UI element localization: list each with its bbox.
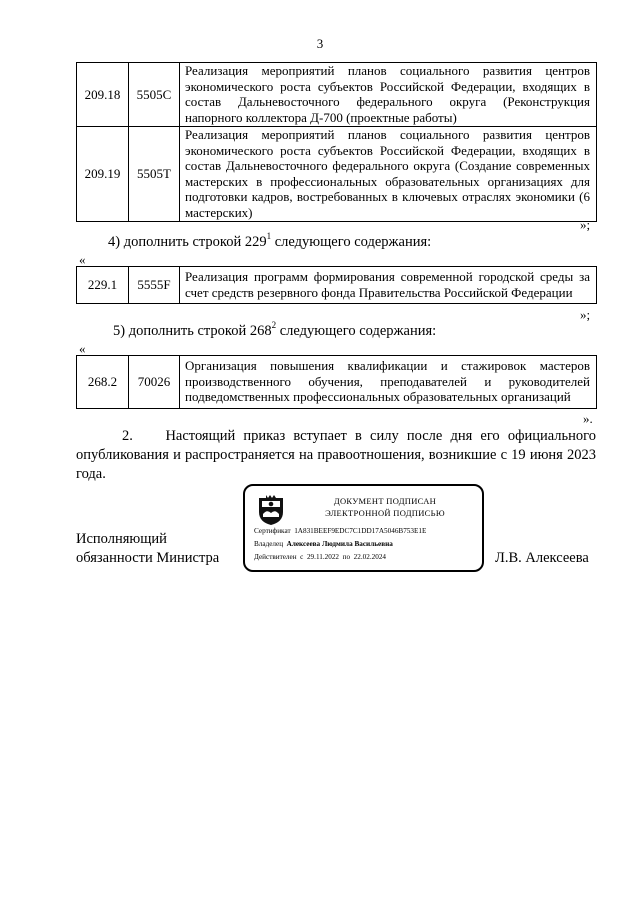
item-5-suffix: следующего содержания:	[276, 323, 437, 339]
signatory-line-2: обязанности Министра	[76, 550, 220, 566]
valid-from-label: с	[300, 553, 304, 561]
row-number: 229.1	[77, 267, 129, 304]
table-row-268	[76, 355, 597, 409]
row-code: 70026	[129, 356, 180, 409]
owner-label: Владелец	[254, 540, 284, 548]
row-text: Реализация мероприятий планов социального развития центров экономического роста субъектов Российской Федерации, входящих в состав Дальневосточного федерального округа (Создание современных мастерских в профессиональных образовательных организациях для подготовки кадров, востребованных в ключевых отраслях экономики (6 мастерских)	[180, 127, 597, 222]
valid-from: 29.11.2022	[306, 553, 340, 561]
row-text: Организация повышения квалификации и стажировок мастеров производственного обучения, преподавателей и руководителей подведомственных профессиональных образовательных организаций	[180, 356, 597, 409]
table-row-229	[76, 266, 597, 304]
closing-quote: ».	[583, 411, 593, 426]
paragraph-2-number: 2.	[122, 428, 133, 444]
table-rows-209	[76, 62, 597, 222]
item-4-suffix: следующего содержания:	[271, 234, 432, 250]
row-number: 268.2	[77, 356, 129, 409]
paragraph-2-text: Настоящий приказ вступает в силу после дня его официального опубликования и распространяется на правоотношения, возникшие с 19 июня 2023 года.	[76, 428, 597, 482]
item-5-sup: 2	[271, 320, 277, 331]
stamp-certificate	[254, 527, 426, 536]
opening-quote: «	[79, 341, 86, 356]
row-code: 5505C	[129, 63, 180, 127]
valid-to-label: по	[342, 553, 351, 561]
row-text: Реализация программ формирования современной городской среды за счет средств резервного фонда Правительства Российской Федерации	[180, 267, 597, 304]
row-code: 5505T	[129, 127, 180, 222]
row-number: 209.18	[77, 63, 129, 127]
owner-value: Алексеева Людмила Васильевна	[286, 540, 393, 548]
item-4-prefix: 4) дополнить строкой 229	[108, 234, 267, 250]
certificate-value: 1A831BEEF9EDC7C1DD17A5046B753E1E	[294, 527, 427, 535]
row-code: 5555F	[129, 267, 180, 304]
opening-quote: «	[79, 252, 86, 267]
paragraph-2	[76, 427, 596, 484]
table-row	[77, 63, 597, 127]
signatory-name: Л.В. Алексеева	[495, 550, 589, 566]
item-4-text	[108, 233, 431, 252]
table-row	[77, 267, 597, 304]
stamp-title	[295, 495, 475, 519]
certificate-label: Сертификат	[254, 527, 291, 535]
coat-of-arms-icon	[256, 494, 286, 526]
item-5-text	[113, 322, 436, 341]
row-text: Реализация мероприятий планов социального развития центров экономического роста субъектов Российской Федерации, входящих в состав Дальневосточного федерального округа (Реконструкция напорного коллектора Д-700 (проектные работы)	[180, 63, 597, 127]
valid-to: 22.02.2024	[353, 553, 387, 561]
valid-label: Действителен	[254, 553, 297, 561]
stamp-title-line-1: ДОКУМЕНТ ПОДПИСАН	[333, 496, 437, 506]
signatory-title	[76, 530, 219, 568]
item-5-prefix: 5) дополнить строкой 268	[113, 323, 272, 339]
row-number: 209.19	[77, 127, 129, 222]
closing-quote: »;	[580, 307, 591, 322]
page-number: 3	[316, 36, 324, 51]
table-row	[77, 356, 597, 409]
table-row	[77, 127, 597, 222]
stamp-title-line-2: ЭЛЕКТРОННОЙ ПОДПИСЬЮ	[325, 508, 445, 518]
e-signature-stamp	[243, 484, 484, 572]
closing-quote: »;	[580, 217, 591, 232]
signatory-line-1: Исполняющий	[76, 531, 167, 547]
stamp-owner	[254, 540, 393, 549]
item-4-sup: 1	[266, 231, 272, 242]
stamp-validity	[254, 553, 386, 562]
